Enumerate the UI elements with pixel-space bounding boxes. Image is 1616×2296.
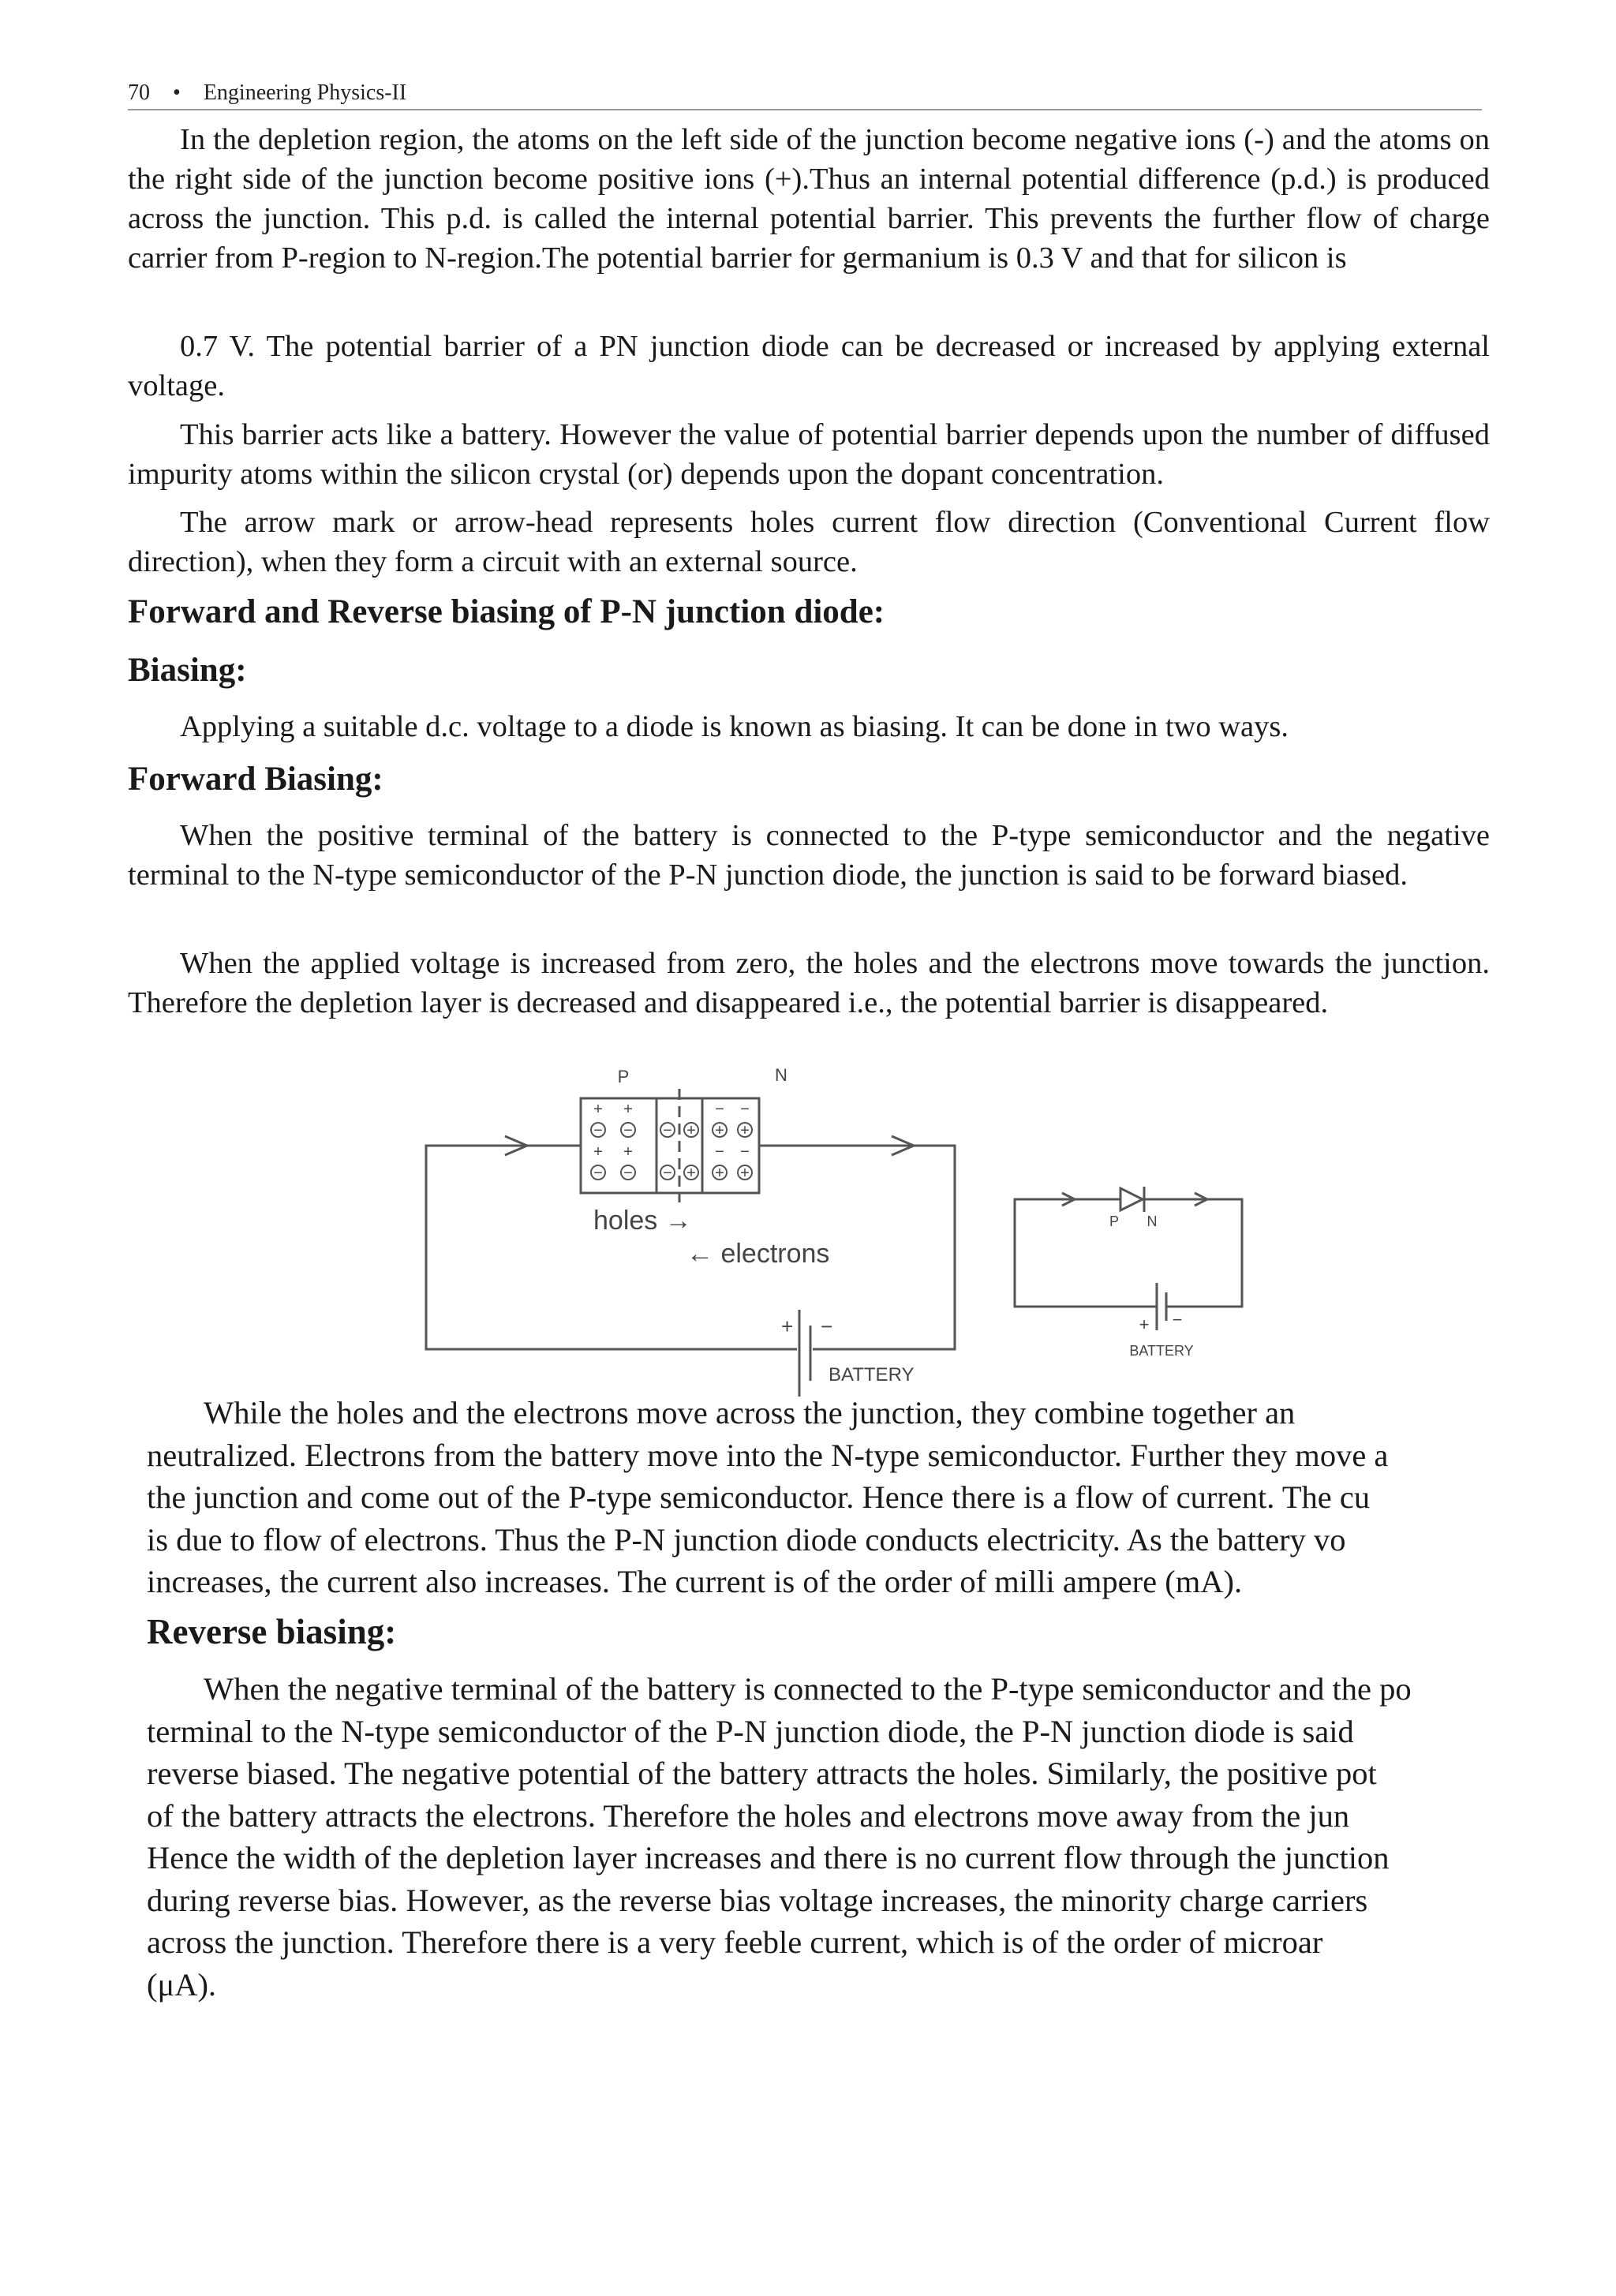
svg-text:−: − [623, 1122, 633, 1139]
paragraph-text: 0.7 V. The potential barrier of a PN junction diode can be decreased or increased by applying external voltage. [128, 330, 1490, 402]
heading-text: Reverse biasing: [147, 1612, 397, 1651]
diode-circuit-wire-right [1120, 1199, 1242, 1307]
paragraph-potential-barrier [128, 327, 1490, 406]
circuit-figure [410, 1057, 1262, 1397]
diode-p-label: P [1109, 1213, 1120, 1229]
paragraph-text: When the positive terminal of the battery is connected to the P-type semiconductor and the negative terminal to the N-type semiconductor of the P-N junction diode, the junction is said to be forward biased. [128, 819, 1490, 892]
line-text: While the holes and the electrons move across the junction, they combine together an [204, 1395, 1296, 1430]
diode-circuit-wire-left [1015, 1199, 1157, 1307]
paragraph-depletion-region [128, 120, 1490, 278]
paragraph-arrow-mark [128, 503, 1490, 581]
paragraph-text: Applying a suitable d.c. voltage to a diode is known as biasing. It can be done in two ways. [180, 710, 1289, 743]
svg-text:−: − [715, 1143, 724, 1161]
paragraph-text: The arrow mark or arrow-head represents holes current flow direction (Conventional Current flow direction), when they form a circuit with an external source. [128, 506, 1490, 578]
line-text: terminal to the N-type semiconductor of the P-N junction diode, the P-N junction diode is said [147, 1713, 1354, 1749]
line-text: neutralized. Electrons from the battery move into the N-type semiconductor. Further they move a [147, 1437, 1389, 1473]
forward-bias-diagram [410, 1057, 1262, 1397]
paragraph-biasing-definition [128, 707, 1490, 746]
svg-text:+: + [623, 1101, 633, 1118]
svg-text:+: + [593, 1101, 603, 1118]
page-number: 70 [128, 80, 150, 105]
battery-minus-label: − [821, 1314, 833, 1338]
line-text: increases, the current also increases. The current is of the order of milli ampere (mA). [147, 1564, 1243, 1599]
svg-text:−: − [593, 1122, 603, 1139]
paragraph-text: When the applied voltage is increased from zero, the holes and the electrons move towards the junction. Therefore the depletion layer is decreased and disappeared i.e., the potential barrier is disappeared. [128, 947, 1490, 1019]
n-region-label: N [775, 1065, 787, 1085]
line-text: When the negative terminal of the battery is connected to the P-type semiconductor and the po [204, 1671, 1412, 1707]
line-text: the junction and come out of the P-type semiconductor. Hence there is a flow of current. The cu [147, 1479, 1371, 1515]
svg-text:−: − [740, 1101, 750, 1118]
battery-plus-label: + [781, 1314, 794, 1338]
line-text: of the battery attracts the electrons. Therefore the holes and electrons move away from the jun [147, 1797, 1350, 1834]
svg-text:−: − [715, 1101, 724, 1118]
paragraph-barrier-battery [128, 415, 1490, 494]
book-title: Engineering Physics-II [203, 80, 407, 105]
heading-text: Biasing: [128, 652, 247, 689]
paragraph-text: In the depletion region, the atoms on the left side of the junction become negative ions (-) and the atoms on the right side of the junction become positive ions (+).Thus an internal potential difference (p.d.) is produced across the junction. This p.d. is called the internal potential barrier. This prevents the further flow of charge carrier from P-region to N-region.The potential barrier for germanium is 0.3 V and that for silicon is [128, 123, 1490, 275]
line-text: reverse biased. The negative potential of the battery attracts the holes. Similarly, the positive pot [147, 1756, 1377, 1791]
header-separator: • [173, 80, 181, 105]
line-text: during reverse bias. However, as the reverse bias voltage increases, the minority charge carriers [147, 1882, 1368, 1918]
small-battery-minus: − [1172, 1310, 1183, 1329]
svg-text:+: + [686, 1122, 696, 1139]
paragraph-reverse-bias [147, 1668, 1616, 2006]
svg-text:−: − [623, 1165, 633, 1182]
heading-text: Forward Biasing: [128, 761, 383, 798]
diode-n-label: N [1147, 1213, 1158, 1229]
small-battery-plus: + [1139, 1314, 1150, 1334]
line-text: Hence the width of the depletion layer increases and there is no current flow through the junction [147, 1840, 1390, 1875]
svg-text:−: − [663, 1165, 672, 1182]
svg-text:−: − [663, 1122, 672, 1139]
line-text: across the junction. Therefore there is a very feeble current, which is of the order of microar [147, 1924, 1323, 1960]
svg-text:+: + [740, 1165, 750, 1182]
paragraph-forward-bias-def [128, 816, 1490, 895]
paragraph-applied-voltage [128, 944, 1490, 1023]
svg-text:+: + [593, 1143, 603, 1161]
heading-text: Forward and Reverse biasing of P-N junction diode: [128, 593, 885, 630]
battery-label: BATTERY [829, 1364, 915, 1385]
line-text: is due to flow of electrons. Thus the P-N junction diode conducts electricity. As the battery vo [147, 1521, 1346, 1557]
p-region-label: P [617, 1067, 630, 1086]
svg-text:+: + [623, 1143, 633, 1161]
svg-text:−: − [740, 1143, 750, 1161]
paragraph-text: This barrier acts like a battery. However the value of potential barrier depends upon the number of diffused impurity atoms within the silicon crystal (or) depends upon the dopant concentration. [128, 418, 1490, 491]
svg-text:+: + [740, 1122, 750, 1139]
svg-text:−: − [593, 1165, 603, 1182]
diode-circuit [1015, 1187, 1242, 1330]
svg-text:+: + [686, 1165, 696, 1182]
paragraph-conduction [147, 1392, 1616, 1603]
heading-biasing [128, 650, 1490, 691]
small-battery-label: BATTERY [1129, 1343, 1194, 1359]
svg-text:+: + [715, 1165, 724, 1182]
page-header [128, 79, 1482, 110]
heading-forward-biasing [128, 759, 1490, 800]
svg-text:+: + [715, 1122, 724, 1139]
electrons-label: ← electrons [686, 1239, 830, 1269]
holes-label: holes → [593, 1206, 692, 1236]
heading-forward-reverse [128, 592, 1490, 633]
line-text: (μA). [147, 1966, 217, 2002]
heading-reverse-biasing [147, 1611, 1616, 1652]
diode-symbol-icon [1120, 1188, 1143, 1210]
